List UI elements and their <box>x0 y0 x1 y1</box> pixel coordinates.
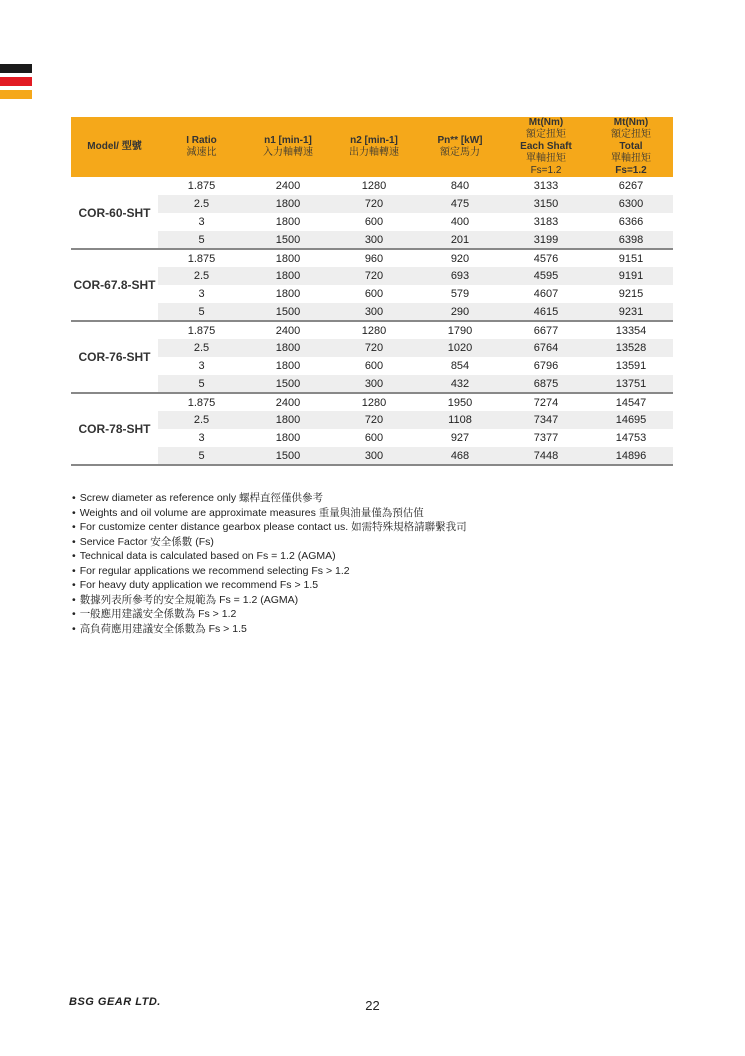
table-cell: 7347 <box>503 411 589 429</box>
table-cell: 927 <box>450 432 470 444</box>
table-cell: 1500 <box>245 375 331 393</box>
table-cell: 1800 <box>275 252 301 265</box>
table-cell: 1280 <box>361 324 387 337</box>
table-cell: 1800 <box>275 216 301 228</box>
table-cell: 1800 <box>245 195 331 213</box>
note-item: • 高負荷應用建議安全係數為 Fs > 1.5 <box>72 622 467 637</box>
table-cell: 5 <box>158 375 245 393</box>
table-cell: 4595 <box>503 267 589 285</box>
table-cell: 2.5 <box>158 195 245 213</box>
column-header-line: 減速比 <box>186 147 217 158</box>
table-cell: 1.875 <box>187 324 216 337</box>
column-header-line: 額定扭矩 <box>526 129 566 140</box>
table-cell: 3133 <box>533 180 559 192</box>
table-cell: 1.875 <box>187 180 216 192</box>
table-cell: 1800 <box>275 360 301 372</box>
model-name: COR-76-SHT <box>71 321 158 393</box>
table-cell: 9231 <box>589 303 673 321</box>
table-cell: 300 <box>331 303 417 321</box>
table-cell: 720 <box>331 411 417 429</box>
spec-table-header <box>71 117 673 177</box>
column-header-line: n2 [min-1] <box>350 135 398 146</box>
table-cell: 14896 <box>589 447 673 465</box>
table-cell: 475 <box>417 195 503 213</box>
table-cell: 2400 <box>275 180 301 192</box>
table-cell: 201 <box>417 231 503 249</box>
table-cell: 1108 <box>417 411 503 429</box>
table-cell: 5 <box>158 447 245 465</box>
table-cell: 1800 <box>275 288 301 300</box>
table-cell: 854 <box>450 360 470 372</box>
table-row <box>71 285 673 303</box>
table-row <box>71 393 673 411</box>
table-cell: 720 <box>331 195 417 213</box>
table-cell: 840 <box>450 180 470 192</box>
table-cell: 300 <box>331 231 417 249</box>
column-header <box>589 117 673 177</box>
note-item: • For regular applications we recommend selecting Fs > 1.2 <box>72 564 467 579</box>
table-cell: 720 <box>331 267 417 285</box>
table-cell: 3183 <box>533 216 559 228</box>
table-cell: 6366 <box>618 216 644 228</box>
column-header <box>503 117 589 177</box>
table-cell: 600 <box>364 432 384 444</box>
column-header-line: 單軸扭矩 <box>611 153 651 164</box>
table-cell: 1800 <box>245 411 331 429</box>
table-cell: 3 <box>198 360 205 372</box>
table-row <box>71 375 673 393</box>
table-cell: 3199 <box>503 231 589 249</box>
table-cell: 6796 <box>533 360 559 372</box>
table-cell: 400 <box>450 216 470 228</box>
table-cell: 5 <box>158 231 245 249</box>
table-row <box>71 429 673 447</box>
table-cell: 4607 <box>533 288 559 300</box>
column-header-line: n1 [min-1] <box>264 135 312 146</box>
flag-stripe-red <box>0 77 32 86</box>
table-cell: 6764 <box>503 339 589 357</box>
table-cell: 432 <box>417 375 503 393</box>
column-header <box>245 117 331 177</box>
table-row <box>71 249 673 267</box>
table-cell: 1790 <box>447 324 473 337</box>
table-cell: 6398 <box>589 231 673 249</box>
note-item: • For customize center distance gearbox please contact us. 如需特殊規格請聯繫我司 <box>72 520 467 535</box>
table-cell: 600 <box>364 288 384 300</box>
table-cell: 1.875 <box>187 252 216 265</box>
table-cell: 600 <box>364 360 384 372</box>
column-header-line: Pn** [kW] <box>437 135 483 146</box>
table-cell: 7448 <box>503 447 589 465</box>
table-row <box>71 321 673 339</box>
table-cell: 2.5 <box>158 411 245 429</box>
table-cell: 4576 <box>533 252 559 265</box>
note-item: • Screw diameter as reference only 螺桿直徑僅供參考 <box>72 491 467 506</box>
column-header-line: 單軸扭矩 <box>526 153 566 164</box>
table-cell: 14753 <box>615 432 647 444</box>
table-cell: 1500 <box>245 231 331 249</box>
table-cell: 13751 <box>589 375 673 393</box>
table-row <box>71 411 673 429</box>
table-cell: 1280 <box>361 396 387 409</box>
table-row <box>71 267 673 285</box>
column-header <box>71 117 158 177</box>
page-number: 22 <box>365 998 380 1013</box>
table-cell: 9215 <box>618 288 644 300</box>
table-cell: 2400 <box>275 396 301 409</box>
note-item: • For heavy duty application we recommend Fs > 1.5 <box>72 578 467 593</box>
table-cell: 1500 <box>245 447 331 465</box>
column-header <box>331 117 417 177</box>
table-cell: 1.875 <box>187 396 216 409</box>
table-cell: 3 <box>198 432 205 444</box>
table-cell: 3 <box>198 288 205 300</box>
table-cell: 300 <box>331 375 417 393</box>
table-cell: 960 <box>364 252 384 265</box>
note-item: • 一般應用建議安全係數為 Fs > 1.2 <box>72 607 467 622</box>
table-cell: 13528 <box>589 339 673 357</box>
model-name: COR-60-SHT <box>71 177 158 249</box>
column-header-line: Mt(Nm) <box>613 117 649 128</box>
table-cell: 1500 <box>245 303 331 321</box>
model-name: COR-78-SHT <box>71 393 158 465</box>
table-cell: 3150 <box>503 195 589 213</box>
table-cell: 1020 <box>417 339 503 357</box>
table-cell: 7274 <box>533 396 559 409</box>
table-cell: 1800 <box>275 432 301 444</box>
table-cell: 4615 <box>503 303 589 321</box>
note-item: • Service Factor 安全係數 (Fs) <box>72 535 467 550</box>
table-cell: 720 <box>331 339 417 357</box>
table-cell: 2400 <box>275 324 301 337</box>
spec-table-body <box>71 177 673 465</box>
table-cell: 14695 <box>589 411 673 429</box>
spec-table <box>71 117 673 466</box>
table-cell: 468 <box>417 447 503 465</box>
column-header-line: 額定扭矩 <box>611 129 651 140</box>
notes-list <box>72 491 467 636</box>
table-cell: 13354 <box>615 324 647 337</box>
column-header-line: Total <box>619 141 643 152</box>
flag-stripe-gold <box>0 90 32 99</box>
table-row <box>71 177 673 195</box>
table-cell: 9151 <box>618 252 644 265</box>
table-row <box>71 339 673 357</box>
table-cell: 920 <box>450 252 470 265</box>
table-row <box>71 303 673 321</box>
model-name: COR-67.8-SHT <box>71 249 158 321</box>
table-cell: 579 <box>450 288 470 300</box>
table-row <box>71 195 673 213</box>
note-item: • 數據列表所參考的安全規範為 Fs = 1.2 (AGMA) <box>72 593 467 608</box>
column-header-line: Model/ 型號 <box>87 141 142 152</box>
table-cell: 290 <box>417 303 503 321</box>
table-cell: 6300 <box>589 195 673 213</box>
table-cell: 1280 <box>361 180 387 192</box>
column-header-line: 額定馬力 <box>440 147 480 158</box>
column-header-line: Mt(Nm) <box>528 117 564 128</box>
table-cell: 6875 <box>503 375 589 393</box>
table-cell: 600 <box>364 216 384 228</box>
table-cell: 3 <box>198 216 205 228</box>
column-header-line: 入力軸轉速 <box>263 147 313 158</box>
brand-logo: BSG GEAR LTD. <box>69 996 161 1008</box>
column-header-line: Fs=1.2 <box>530 165 562 176</box>
column-header-line: I Ratio <box>186 135 217 146</box>
table-row <box>71 231 673 249</box>
table-cell: 6677 <box>533 324 559 337</box>
table-cell: 1800 <box>245 267 331 285</box>
table-cell: 7377 <box>533 432 559 444</box>
table-cell: 300 <box>331 447 417 465</box>
column-header <box>158 117 245 177</box>
column-header-line: Fs=1.2 <box>615 165 647 176</box>
table-cell: 5 <box>158 303 245 321</box>
table-row <box>71 213 673 231</box>
column-header <box>417 117 503 177</box>
note-item: • Weights and oil volume are approximate measures 重量與油量僅為預估值 <box>72 506 467 521</box>
table-cell: 13591 <box>615 360 647 372</box>
table-cell: 2.5 <box>158 339 245 357</box>
column-header-line: 出力軸轉速 <box>349 147 399 158</box>
table-cell: 6267 <box>618 180 644 192</box>
table-row <box>71 447 673 465</box>
note-item: • Technical data is calculated based on Fs = 1.2 (AGMA) <box>72 549 467 564</box>
table-cell: 2.5 <box>158 267 245 285</box>
table-cell: 9191 <box>589 267 673 285</box>
table-cell: 14547 <box>615 396 647 409</box>
table-cell: 693 <box>417 267 503 285</box>
column-header-line: Each Shaft <box>520 141 572 152</box>
table-cell: 1800 <box>245 339 331 357</box>
table-cell: 1950 <box>447 396 473 409</box>
flag-stripe-black <box>0 64 32 73</box>
table-row <box>71 357 673 375</box>
